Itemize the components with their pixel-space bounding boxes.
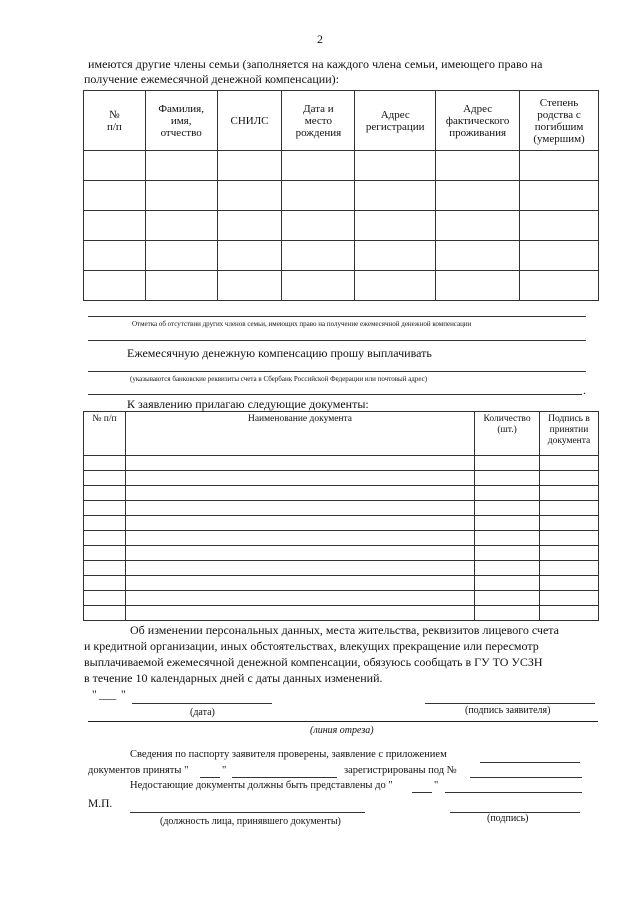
absence-note-line-2 [88, 340, 586, 341]
documents-table-row [84, 591, 599, 606]
family-header-line: родства с [537, 108, 581, 121]
family-table-cell[interactable] [84, 271, 146, 301]
family-header-line: Дата и [303, 102, 334, 115]
documents-table-cell[interactable] [475, 561, 540, 576]
documents-table-cell[interactable] [84, 501, 126, 516]
family-table-cell[interactable] [145, 211, 217, 241]
documents-table-row [84, 606, 599, 621]
family-header-line: погибшим [534, 120, 584, 133]
family-header-line: Фамилия, [158, 102, 204, 115]
documents-table-cell[interactable] [475, 606, 540, 621]
documents-table-cell[interactable] [475, 546, 540, 561]
documents-table-header-cell [475, 412, 540, 456]
position-line [130, 812, 365, 813]
family-table-cell[interactable] [520, 211, 599, 241]
documents-table-cell[interactable] [125, 591, 474, 606]
documents-table-cell[interactable] [540, 606, 599, 621]
documents-table-cell[interactable] [475, 501, 540, 516]
documents-table-cell[interactable] [540, 456, 599, 471]
documents-header-line: Наименование документа [247, 414, 353, 424]
family-header-line: регистрации [365, 120, 425, 133]
date-quote-open: " [92, 689, 97, 701]
family-table-cell[interactable] [436, 181, 520, 211]
receipt-number-blank [470, 777, 582, 778]
family-table-header-cell [145, 91, 217, 151]
documents-table-cell[interactable] [125, 531, 474, 546]
documents-table-cell[interactable] [475, 531, 540, 546]
family-table-header-cell [436, 91, 520, 151]
family-table-cell[interactable] [520, 151, 599, 181]
family-table-cell[interactable] [282, 241, 355, 271]
documents-table-cell[interactable] [84, 486, 126, 501]
payment-period: . [583, 383, 586, 397]
obligation-line-2: и кредитной организации, иных обстоятельствах, влекущих прекращение или пересмотр [84, 639, 539, 653]
family-table-cell[interactable] [84, 181, 146, 211]
family-table-cell[interactable] [217, 211, 282, 241]
family-table-cell[interactable] [145, 181, 217, 211]
documents-table-cell[interactable] [125, 561, 474, 576]
missing-day-blank [412, 792, 432, 793]
documents-table-cell[interactable] [125, 471, 474, 486]
documents-table-cell[interactable] [540, 516, 599, 531]
cut-line [88, 721, 598, 722]
date-day-blank: ___ [99, 689, 117, 701]
documents-header-line: Подпись в [548, 414, 590, 424]
family-table-cell[interactable] [84, 211, 146, 241]
family-table-cell[interactable] [355, 241, 436, 271]
documents-table-row [84, 531, 599, 546]
family-table-cell[interactable] [217, 241, 282, 271]
family-table-cell[interactable] [520, 181, 599, 211]
family-table-cell[interactable] [520, 241, 599, 271]
cut-line-label: (линия отреза) [310, 725, 374, 736]
family-table-cell[interactable] [282, 271, 355, 301]
date-quote-close: " [121, 689, 126, 701]
family-header-line: Адрес [380, 108, 410, 121]
documents-table-row [84, 501, 599, 516]
documents-table-cell[interactable] [84, 516, 126, 531]
family-table-row [84, 181, 599, 211]
family-table-cell[interactable] [84, 241, 146, 271]
documents-table-row [84, 486, 599, 501]
documents-table-cell[interactable] [84, 606, 126, 621]
family-table-cell[interactable] [282, 151, 355, 181]
documents-table-cell[interactable] [84, 531, 126, 546]
documents-table-cell[interactable] [84, 471, 126, 486]
family-table-row [84, 271, 599, 301]
family-header-line: Степень [539, 96, 579, 109]
absence-note-line [88, 316, 586, 317]
missing-documents-quote: " [434, 780, 439, 791]
intro-line-1: имеются другие члены семьи (заполняется на каждого члена семьи, имеющего право на [88, 57, 543, 71]
documents-table-cell[interactable] [125, 576, 474, 591]
position-label: (должность лица, принявшего документы) [160, 816, 341, 827]
documents-header-line: Количество [483, 414, 531, 424]
family-header-line: проживания [449, 126, 507, 139]
applicant-signature-label: (подпись заявителя) [465, 705, 551, 716]
family-table-cell[interactable] [217, 271, 282, 301]
family-table-header-cell [355, 91, 436, 151]
obligation-line-4: в течение 10 календарных дней с даты данных изменений. [84, 671, 383, 685]
documents-table-cell[interactable] [540, 561, 599, 576]
documents-table-row [84, 456, 599, 471]
documents-table-cell[interactable] [540, 471, 599, 486]
receipt-day-blank [200, 777, 220, 778]
family-header-line: (умершим) [533, 132, 585, 145]
receipt-line-1-blank [480, 762, 580, 763]
documents-table-cell[interactable] [475, 516, 540, 531]
documents-table-cell[interactable] [84, 456, 126, 471]
documents-table-header-cell [125, 412, 474, 456]
family-table-cell[interactable] [436, 241, 520, 271]
family-header-line: рождения [295, 126, 342, 139]
documents-table-cell[interactable] [540, 486, 599, 501]
family-header-line: п/п [106, 120, 122, 133]
date-label: (дата) [190, 707, 215, 718]
family-table-cell[interactable] [436, 151, 520, 181]
payment-field-line [88, 371, 586, 372]
documents-table-row [84, 546, 599, 561]
documents-table-cell[interactable] [475, 576, 540, 591]
family-members-table [83, 90, 599, 301]
obligation-line-1: Об изменении персональных данных, места жительства, реквизитов лицевого счета [130, 623, 560, 637]
documents-table [83, 411, 599, 621]
documents-table-cell[interactable] [84, 561, 126, 576]
receiver-signature-label: (подпись) [487, 813, 529, 824]
family-table-cell[interactable] [520, 271, 599, 301]
intro-line-2: получение ежемесячной денежной компенсации): [84, 72, 339, 86]
family-table-row [84, 151, 599, 181]
documents-table-cell[interactable] [475, 471, 540, 486]
documents-table-cell[interactable] [475, 456, 540, 471]
family-header-line: СНИЛС [230, 114, 269, 127]
documents-header-line: № п/п [92, 414, 117, 424]
documents-table-cell[interactable] [84, 591, 126, 606]
family-table-header-cell [520, 91, 599, 151]
documents-table-cell[interactable] [84, 546, 126, 561]
receipt-accepted: документов приняты " [88, 765, 189, 776]
documents-table-cell[interactable] [125, 456, 474, 471]
documents-table-row [84, 561, 599, 576]
documents-table-cell[interactable] [540, 576, 599, 591]
family-table-cell[interactable] [436, 271, 520, 301]
family-table-row [84, 211, 599, 241]
applicant-signature-line [425, 703, 595, 704]
family-table-cell[interactable] [145, 241, 217, 271]
stamp-place: М.П. [88, 798, 113, 810]
documents-table-cell[interactable] [475, 591, 540, 606]
family-table-cell[interactable] [355, 181, 436, 211]
receipt-line-1: Сведения по паспорту заявителя проверены, заявление с приложением [130, 749, 447, 760]
family-table-cell[interactable] [436, 211, 520, 241]
family-table-cell[interactable] [355, 151, 436, 181]
documents-table-cell[interactable] [125, 606, 474, 621]
documents-table-cell[interactable] [84, 576, 126, 591]
documents-table-cell[interactable] [540, 546, 599, 561]
missing-documents-text: Недостающие документы должны быть представлены до " [130, 780, 393, 791]
family-table-header-cell [84, 91, 146, 151]
documents-table-body [84, 456, 599, 621]
documents-header-line: документа [547, 436, 591, 446]
documents-table-cell[interactable] [540, 531, 599, 546]
date-field-line [132, 703, 272, 704]
family-header-line: фактического [445, 114, 510, 127]
receipt-registered: зарегистрированы под № [344, 765, 457, 776]
obligation-line-3: выплачиваемой ежемесячной денежной компенсации, обязуюсь сообщать в ГУ ТО УСЗН [84, 655, 543, 669]
family-header-line: Адрес [463, 102, 493, 115]
family-table-cell[interactable] [282, 211, 355, 241]
family-table-cell[interactable] [217, 151, 282, 181]
documents-table-cell[interactable] [125, 486, 474, 501]
family-table-body [84, 151, 599, 301]
documents-header-line: (шт.) [497, 425, 517, 435]
documents-table-row [84, 576, 599, 591]
documents-table-header-row [84, 412, 599, 456]
documents-table-cell[interactable] [540, 591, 599, 606]
payment-note: (указываются банковские реквизиты счета в Сбербанк Российской Федерации или почтовый адрес) [130, 375, 428, 383]
receipt-month-blank [232, 777, 337, 778]
family-table-cell[interactable] [355, 211, 436, 241]
documents-table-cell[interactable] [125, 546, 474, 561]
family-table-header-row [84, 91, 599, 151]
missing-month-blank [445, 792, 582, 793]
family-table-cell[interactable] [145, 271, 217, 301]
payment-request-text: Ежемесячную денежную компенсацию прошу выплачивать [127, 346, 432, 360]
documents-table-row [84, 471, 599, 486]
receipt-accepted-quote: " [222, 765, 227, 776]
documents-header-line: принятии [549, 425, 589, 435]
family-header-line: место [304, 114, 332, 127]
documents-table-cell[interactable] [540, 501, 599, 516]
family-header-line: отчество [160, 126, 202, 139]
family-table-header-cell [282, 91, 355, 151]
family-header-line: № [109, 108, 120, 121]
family-header-line: имя, [170, 114, 192, 127]
family-table-header-cell [217, 91, 282, 151]
family-table-cell[interactable] [282, 181, 355, 211]
documents-table-cell[interactable] [125, 501, 474, 516]
page-number: 2 [317, 32, 323, 46]
documents-table-header-cell [540, 412, 599, 456]
family-table-cell[interactable] [84, 151, 146, 181]
documents-table-header-cell [84, 412, 126, 456]
documents-table-cell[interactable] [475, 486, 540, 501]
absence-note-caption: Отметка об отсутствии других членов семьи, имеющих право на получение ежемесячной денежной компенсации [132, 320, 472, 328]
family-table-cell[interactable] [217, 181, 282, 211]
documents-table-cell[interactable] [125, 516, 474, 531]
payment-field-line-2 [88, 394, 582, 395]
family-table-cell[interactable] [355, 271, 436, 301]
documents-title: К заявлению прилагаю следующие документы: [127, 397, 369, 411]
family-table-cell[interactable] [145, 151, 217, 181]
family-table-row [84, 241, 599, 271]
documents-table-row [84, 516, 599, 531]
